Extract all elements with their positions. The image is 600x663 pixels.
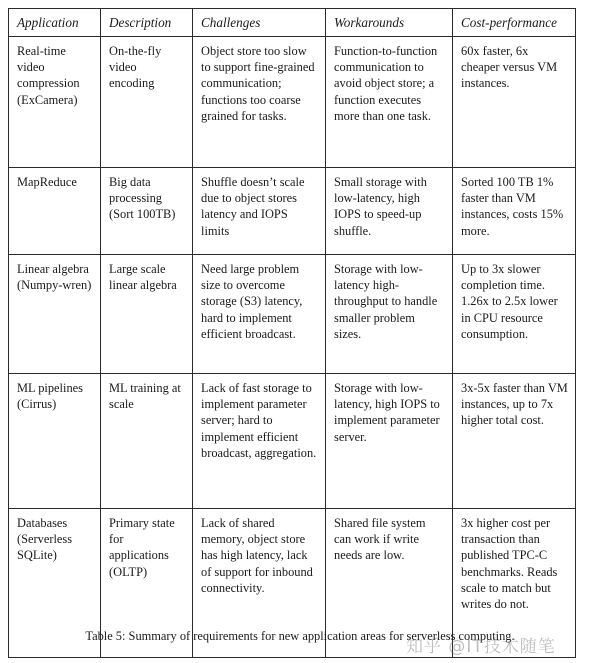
cell-challenges: [193, 255, 326, 374]
cell-text: Storage with low-latency high-throughput to handle smaller problem sizes.: [334, 262, 438, 341]
cell-text: Shuffle doesn’t scale due to object stores latency and IOPS limits: [201, 175, 305, 238]
cell-text: MapReduce: [17, 175, 77, 190]
cell-text: Lack of fast storage to implement parameter server; hard to implement efficient broadcast, aggregation.: [201, 381, 317, 460]
cell-workarounds: [326, 374, 453, 509]
column-header-cost-performance: Cost-performance: [453, 9, 576, 37]
cell-description: [101, 255, 193, 374]
cell-text: ML pipelines (Cirrus): [17, 381, 83, 412]
cell-challenges: [193, 374, 326, 509]
cell-challenges: [193, 37, 326, 168]
cell-text: 3x higher cost per transaction than published TPC-C benchmarks. Reads scale to match but writes do not.: [461, 516, 558, 611]
cell-text: 3x-5x faster than VM instances, up to 7x higher total cost.: [461, 381, 568, 428]
cell-text: Large scale linear algebra: [109, 262, 177, 293]
cell-text: Object store too slow to support fine-grained communication; functions too coarse grained for tasks.: [201, 44, 315, 123]
cell-text: Need large problem size to overcome storage (S3) latency, hard to implement efficient broadcast.: [201, 262, 303, 341]
cell-challenges: [193, 168, 326, 255]
cell-description: [101, 168, 193, 255]
table-row: [9, 374, 576, 509]
cell-text: Sorted 100 TB 1% faster than VM instances, costs 15% more.: [461, 175, 564, 238]
cell-text: Real-time video compression (ExCamera): [17, 44, 80, 107]
cell-workarounds: [326, 168, 453, 255]
table-caption: Table 5: Summary of requirements for new application areas for serverless computing.: [85, 629, 515, 643]
cell-text: Linear algebra (Numpy-wren): [17, 262, 92, 293]
table-body: [9, 37, 576, 658]
cell-cost-performance: [453, 255, 576, 374]
cell-text: Function-to-function communication to avoid object store; a function executes more than one task.: [334, 44, 438, 123]
table-header-row: [9, 9, 576, 37]
cell-application: [9, 255, 101, 374]
cell-workarounds: [326, 255, 453, 374]
cell-text: Primary state for applications (OLTP): [109, 516, 175, 579]
cell-text: Big data processing (Sort 100TB): [109, 175, 176, 222]
cell-workarounds: [326, 37, 453, 168]
cell-text: ML training at scale: [109, 381, 181, 412]
requirements-table: [8, 8, 576, 658]
column-header-workarounds: Workarounds: [326, 9, 453, 37]
cell-text: Up to 3x slower completion time. 1.26x to 2.5x lower in CPU resource consumption.: [461, 262, 558, 341]
cell-text: Small storage with low-latency, high IOPS to speed-up shuffle.: [334, 175, 427, 238]
cell-application: [9, 37, 101, 168]
cell-text: Storage with low-latency, high IOPS to implement parameter server.: [334, 381, 440, 444]
cell-application: [9, 374, 101, 509]
cell-text: 60x faster, 6x cheaper versus VM instances.: [461, 44, 558, 91]
requirements-table-container: [8, 8, 575, 658]
cell-application: [9, 168, 101, 255]
column-header-description: Description: [101, 9, 193, 37]
cell-cost-performance: [453, 168, 576, 255]
table-row: [9, 168, 576, 255]
table-row: [9, 255, 576, 374]
cell-text: Lack of shared memory, object store has high latency, lack of support for inbound connectivity.: [201, 516, 313, 595]
cell-description: [101, 37, 193, 168]
column-header-challenges: Challenges: [193, 9, 326, 37]
cell-text: On-the-fly video encoding: [109, 44, 162, 91]
cell-text: Databases (Serverless SQLite): [17, 516, 73, 563]
column-header-application: Application: [9, 9, 101, 37]
table-row: [9, 37, 576, 168]
table-header: [9, 9, 576, 37]
cell-description: [101, 374, 193, 509]
zhihu-watermark: 知乎 @IT技术随笔: [406, 637, 556, 657]
cell-text: Shared file system can work if write needs are low.: [334, 516, 426, 563]
cell-cost-performance: [453, 37, 576, 168]
cell-cost-performance: [453, 374, 576, 509]
